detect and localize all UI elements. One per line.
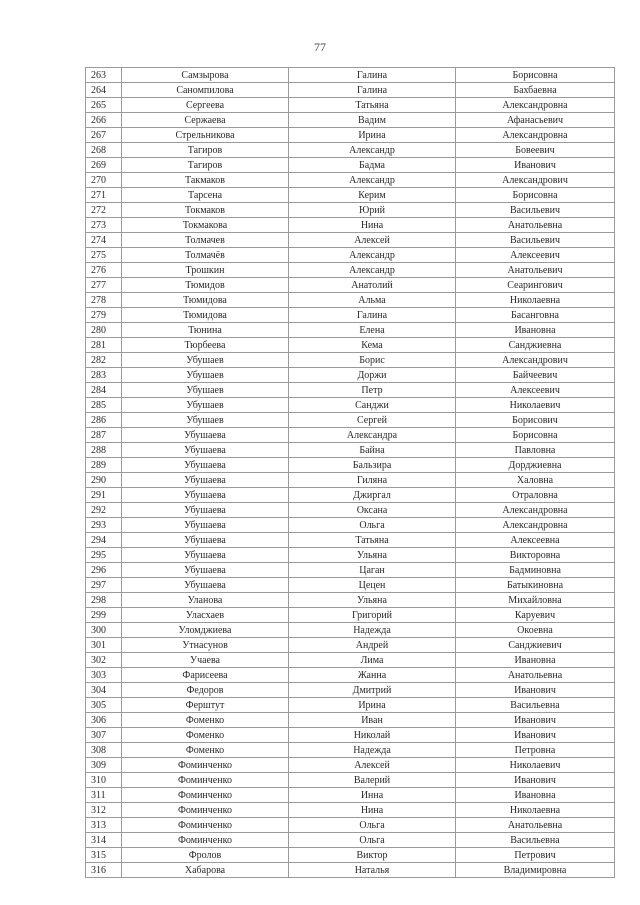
row-number: 274	[86, 233, 122, 248]
table-row	[86, 248, 615, 263]
table-row	[86, 773, 615, 788]
first-name-cell: Бальзира	[289, 458, 456, 473]
row-number: 309	[86, 758, 122, 773]
row-number: 266	[86, 113, 122, 128]
patronymic-cell: Борисовна	[456, 68, 615, 83]
surname-cell: Уломджиева	[122, 623, 289, 638]
patronymic-cell: Борисовна	[456, 188, 615, 203]
surname-cell: Убушаев	[122, 413, 289, 428]
patronymic-cell: Алексеевна	[456, 533, 615, 548]
surname-cell: Убушаев	[122, 383, 289, 398]
table-row	[86, 278, 615, 293]
surname-cell: Фоминченко	[122, 788, 289, 803]
patronymic-cell: Борисович	[456, 413, 615, 428]
first-name-cell: Цецен	[289, 578, 456, 593]
surname-cell: Убушаева	[122, 473, 289, 488]
row-number: 303	[86, 668, 122, 683]
row-number: 295	[86, 548, 122, 563]
row-number: 277	[86, 278, 122, 293]
row-number: 264	[86, 83, 122, 98]
first-name-cell: Ольга	[289, 518, 456, 533]
patronymic-cell: Александрович	[456, 173, 615, 188]
patronymic-cell: Анатольевич	[456, 263, 615, 278]
patronymic-cell: Анатольевна	[456, 668, 615, 683]
first-name-cell: Григорий	[289, 608, 456, 623]
first-name-cell: Галина	[289, 68, 456, 83]
table-row	[86, 818, 615, 833]
surname-cell: Токмакова	[122, 218, 289, 233]
table-row	[86, 413, 615, 428]
first-name-cell: Оксана	[289, 503, 456, 518]
first-name-cell: Наталья	[289, 863, 456, 878]
table-row	[86, 98, 615, 113]
patronymic-cell: Анатольевна	[456, 218, 615, 233]
row-number: 296	[86, 563, 122, 578]
row-number: 299	[86, 608, 122, 623]
table-row	[86, 743, 615, 758]
row-number: 278	[86, 293, 122, 308]
table-row	[86, 758, 615, 773]
row-number: 294	[86, 533, 122, 548]
surname-cell: Фоменко	[122, 728, 289, 743]
first-name-cell: Ульяна	[289, 593, 456, 608]
patronymic-cell: Алексеевич	[456, 383, 615, 398]
surname-cell: Самзырова	[122, 68, 289, 83]
row-number: 288	[86, 443, 122, 458]
patronymic-cell: Алексеевич	[456, 248, 615, 263]
table-row	[86, 683, 615, 698]
row-number: 263	[86, 68, 122, 83]
surname-cell: Убушаева	[122, 488, 289, 503]
first-name-cell: Жанна	[289, 668, 456, 683]
first-name-cell: Валерий	[289, 773, 456, 788]
table-row	[86, 338, 615, 353]
surname-cell: Фоменко	[122, 743, 289, 758]
first-name-cell: Инна	[289, 788, 456, 803]
first-name-cell: Керим	[289, 188, 456, 203]
table-row	[86, 548, 615, 563]
row-number: 298	[86, 593, 122, 608]
patronymic-cell: Александровна	[456, 128, 615, 143]
first-name-cell: Александр	[289, 248, 456, 263]
row-number: 302	[86, 653, 122, 668]
first-name-cell: Ольга	[289, 818, 456, 833]
row-number: 297	[86, 578, 122, 593]
table-row	[86, 488, 615, 503]
table-row	[86, 638, 615, 653]
row-number: 267	[86, 128, 122, 143]
first-name-cell: Галина	[289, 83, 456, 98]
row-number: 282	[86, 353, 122, 368]
patronymic-cell: Афанасьевич	[456, 113, 615, 128]
patronymic-cell: Михайловна	[456, 593, 615, 608]
table-row	[86, 833, 615, 848]
row-number: 304	[86, 683, 122, 698]
first-name-cell: Сергей	[289, 413, 456, 428]
patronymic-cell: Иванович	[456, 158, 615, 173]
surname-cell: Тарсена	[122, 188, 289, 203]
first-name-cell: Кема	[289, 338, 456, 353]
patronymic-cell: Александровна	[456, 503, 615, 518]
row-number: 311	[86, 788, 122, 803]
patronymic-cell: Басанговна	[456, 308, 615, 323]
patronymic-cell: Батыкиновна	[456, 578, 615, 593]
surname-cell: Сержаева	[122, 113, 289, 128]
surname-cell: Фоминченко	[122, 818, 289, 833]
patronymic-cell: Каруевич	[456, 608, 615, 623]
surname-cell: Тюмидова	[122, 308, 289, 323]
patronymic-cell: Ивановна	[456, 323, 615, 338]
surname-cell: Тагиров	[122, 143, 289, 158]
first-name-cell: Гиляна	[289, 473, 456, 488]
patronymic-cell: Викторовна	[456, 548, 615, 563]
surname-cell: Учаева	[122, 653, 289, 668]
row-number: 315	[86, 848, 122, 863]
first-name-cell: Нина	[289, 218, 456, 233]
first-name-cell: Александр	[289, 173, 456, 188]
patronymic-cell: Окоевна	[456, 623, 615, 638]
row-number: 291	[86, 488, 122, 503]
row-number: 275	[86, 248, 122, 263]
patronymic-cell: Отраловна	[456, 488, 615, 503]
row-number: 305	[86, 698, 122, 713]
surname-cell: Убушаева	[122, 563, 289, 578]
patronymic-cell: Иванович	[456, 728, 615, 743]
first-name-cell: Алексей	[289, 233, 456, 248]
surname-cell: Убушаев	[122, 368, 289, 383]
surname-cell: Сергеева	[122, 98, 289, 113]
table-row	[86, 698, 615, 713]
table-row	[86, 143, 615, 158]
patronymic-cell: Александровна	[456, 518, 615, 533]
first-name-cell: Доржи	[289, 368, 456, 383]
row-number: 285	[86, 398, 122, 413]
table-row	[86, 293, 615, 308]
surname-cell: Хабарова	[122, 863, 289, 878]
table-row	[86, 308, 615, 323]
surname-cell: Тюрбеева	[122, 338, 289, 353]
row-number: 316	[86, 863, 122, 878]
patronymic-cell: Сеарингович	[456, 278, 615, 293]
surname-cell: Такмаков	[122, 173, 289, 188]
surname-cell: Фоминченко	[122, 773, 289, 788]
surname-cell: Фоменко	[122, 713, 289, 728]
patronymic-cell: Анатольевна	[456, 818, 615, 833]
patronymic-cell: Павловна	[456, 443, 615, 458]
row-number: 292	[86, 503, 122, 518]
row-number: 268	[86, 143, 122, 158]
table-row	[86, 443, 615, 458]
first-name-cell: Юрий	[289, 203, 456, 218]
first-name-cell: Елена	[289, 323, 456, 338]
table-row	[86, 788, 615, 803]
first-name-cell: Ирина	[289, 128, 456, 143]
table-row	[86, 563, 615, 578]
patronymic-cell: Бадминовна	[456, 563, 615, 578]
table-row	[86, 158, 615, 173]
table-row	[86, 368, 615, 383]
patronymic-cell: Ивановна	[456, 788, 615, 803]
surname-cell: Ферштут	[122, 698, 289, 713]
patronymic-cell: Иванович	[456, 713, 615, 728]
surname-cell: Фролов	[122, 848, 289, 863]
first-name-cell: Анатолий	[289, 278, 456, 293]
table-row	[86, 128, 615, 143]
surname-cell: Уласхаев	[122, 608, 289, 623]
first-name-cell: Бадма	[289, 158, 456, 173]
row-number: 270	[86, 173, 122, 188]
surname-cell: Федоров	[122, 683, 289, 698]
row-number: 300	[86, 623, 122, 638]
patronymic-cell: Николаевич	[456, 398, 615, 413]
table-row	[86, 173, 615, 188]
row-number: 287	[86, 428, 122, 443]
table-row	[86, 518, 615, 533]
table-row	[86, 713, 615, 728]
first-name-cell: Алексей	[289, 758, 456, 773]
patronymic-cell: Васильевна	[456, 698, 615, 713]
surname-cell: Толмачёв	[122, 248, 289, 263]
row-number: 286	[86, 413, 122, 428]
table-row	[86, 188, 615, 203]
table-row	[86, 218, 615, 233]
row-number: 313	[86, 818, 122, 833]
patronymic-cell: Владимировна	[456, 863, 615, 878]
page-number: 77	[314, 40, 326, 54]
surname-cell: Тюнина	[122, 323, 289, 338]
row-number: 276	[86, 263, 122, 278]
row-number: 290	[86, 473, 122, 488]
surname-cell: Фарисеева	[122, 668, 289, 683]
row-number: 310	[86, 773, 122, 788]
patronymic-cell: Петрович	[456, 848, 615, 863]
surname-cell: Толмачев	[122, 233, 289, 248]
row-number: 301	[86, 638, 122, 653]
row-number: 312	[86, 803, 122, 818]
row-number: 308	[86, 743, 122, 758]
first-name-cell: Татьяна	[289, 98, 456, 113]
surname-cell: Тюмидов	[122, 278, 289, 293]
first-name-cell: Александр	[289, 263, 456, 278]
table-row	[86, 668, 615, 683]
roster-table-body	[86, 68, 615, 878]
patronymic-cell: Бахбаевна	[456, 83, 615, 98]
first-name-cell: Нина	[289, 803, 456, 818]
first-name-cell: Александр	[289, 143, 456, 158]
surname-cell: Убушаева	[122, 428, 289, 443]
table-row	[86, 653, 615, 668]
surname-cell: Убушаева	[122, 578, 289, 593]
table-row	[86, 728, 615, 743]
row-number: 271	[86, 188, 122, 203]
table-row	[86, 383, 615, 398]
surname-cell: Фоминченко	[122, 833, 289, 848]
row-number: 272	[86, 203, 122, 218]
surname-cell: Убушаев	[122, 398, 289, 413]
patronymic-cell: Бовеевич	[456, 143, 615, 158]
surname-cell: Фоминченко	[122, 758, 289, 773]
surname-cell: Убушаева	[122, 458, 289, 473]
patronymic-cell: Васильевич	[456, 233, 615, 248]
row-number: 265	[86, 98, 122, 113]
table-row	[86, 623, 615, 638]
table-row	[86, 263, 615, 278]
first-name-cell: Цаган	[289, 563, 456, 578]
first-name-cell: Ульяна	[289, 548, 456, 563]
surname-cell: Убушаева	[122, 533, 289, 548]
surname-cell: Тагиров	[122, 158, 289, 173]
surname-cell: Убушаева	[122, 443, 289, 458]
row-number: 284	[86, 383, 122, 398]
row-number: 269	[86, 158, 122, 173]
surname-cell: Стрельникова	[122, 128, 289, 143]
patronymic-cell: Борисовна	[456, 428, 615, 443]
patronymic-cell: Байчеевич	[456, 368, 615, 383]
patronymic-cell: Николаевич	[456, 758, 615, 773]
patronymic-cell: Александрович	[456, 353, 615, 368]
surname-cell: Убушаева	[122, 503, 289, 518]
surname-cell: Убушаева	[122, 518, 289, 533]
surname-cell: Тюмидова	[122, 293, 289, 308]
table-row	[86, 608, 615, 623]
row-number: 307	[86, 728, 122, 743]
table-row	[86, 578, 615, 593]
surname-cell: Трошкин	[122, 263, 289, 278]
surname-cell: Уланова	[122, 593, 289, 608]
surname-cell: Утнасунов	[122, 638, 289, 653]
first-name-cell: Александра	[289, 428, 456, 443]
table-row	[86, 83, 615, 98]
table-row	[86, 473, 615, 488]
first-name-cell: Андрей	[289, 638, 456, 653]
row-number: 280	[86, 323, 122, 338]
table-row	[86, 68, 615, 83]
row-number: 289	[86, 458, 122, 473]
patronymic-cell: Васильевна	[456, 833, 615, 848]
patronymic-cell: Халовна	[456, 473, 615, 488]
patronymic-cell: Иванович	[456, 683, 615, 698]
table-row	[86, 503, 615, 518]
row-number: 273	[86, 218, 122, 233]
first-name-cell: Байна	[289, 443, 456, 458]
first-name-cell: Борис	[289, 353, 456, 368]
row-number: 283	[86, 368, 122, 383]
first-name-cell: Николай	[289, 728, 456, 743]
table-row	[86, 593, 615, 608]
first-name-cell: Лима	[289, 653, 456, 668]
first-name-cell: Надежда	[289, 623, 456, 638]
table-row	[86, 398, 615, 413]
table-row	[86, 113, 615, 128]
first-name-cell: Татьяна	[289, 533, 456, 548]
first-name-cell: Галина	[289, 308, 456, 323]
first-name-cell: Дмитрий	[289, 683, 456, 698]
surname-cell: Убушаева	[122, 548, 289, 563]
table-row	[86, 533, 615, 548]
row-number: 281	[86, 338, 122, 353]
row-number: 293	[86, 518, 122, 533]
table-row	[86, 863, 615, 878]
table-row	[86, 353, 615, 368]
first-name-cell: Вадим	[289, 113, 456, 128]
patronymic-cell: Дорджиевна	[456, 458, 615, 473]
first-name-cell: Петр	[289, 383, 456, 398]
patronymic-cell: Николаевна	[456, 293, 615, 308]
row-number: 306	[86, 713, 122, 728]
surname-cell: Токмаков	[122, 203, 289, 218]
patronymic-cell: Ивановна	[456, 653, 615, 668]
patronymic-cell: Санджиевич	[456, 638, 615, 653]
first-name-cell: Санджи	[289, 398, 456, 413]
table-row	[86, 803, 615, 818]
first-name-cell: Ольга	[289, 833, 456, 848]
first-name-cell: Джиргал	[289, 488, 456, 503]
patronymic-cell: Иванович	[456, 773, 615, 788]
first-name-cell: Иван	[289, 713, 456, 728]
patronymic-cell: Александровна	[456, 98, 615, 113]
row-number: 279	[86, 308, 122, 323]
first-name-cell: Виктор	[289, 848, 456, 863]
patronymic-cell: Санджиевна	[456, 338, 615, 353]
first-name-cell: Ирина	[289, 698, 456, 713]
table-row	[86, 428, 615, 443]
table-row	[86, 458, 615, 473]
table-row	[86, 323, 615, 338]
table-row	[86, 203, 615, 218]
row-number: 314	[86, 833, 122, 848]
roster-table	[85, 67, 615, 878]
surname-cell: Фоминченко	[122, 803, 289, 818]
table-row	[86, 848, 615, 863]
patronymic-cell: Васильевич	[456, 203, 615, 218]
surname-cell: Саномпилова	[122, 83, 289, 98]
patronymic-cell: Николаевна	[456, 803, 615, 818]
patronymic-cell: Петровна	[456, 743, 615, 758]
table-row	[86, 233, 615, 248]
surname-cell: Убушаев	[122, 353, 289, 368]
first-name-cell: Надежда	[289, 743, 456, 758]
first-name-cell: Альма	[289, 293, 456, 308]
